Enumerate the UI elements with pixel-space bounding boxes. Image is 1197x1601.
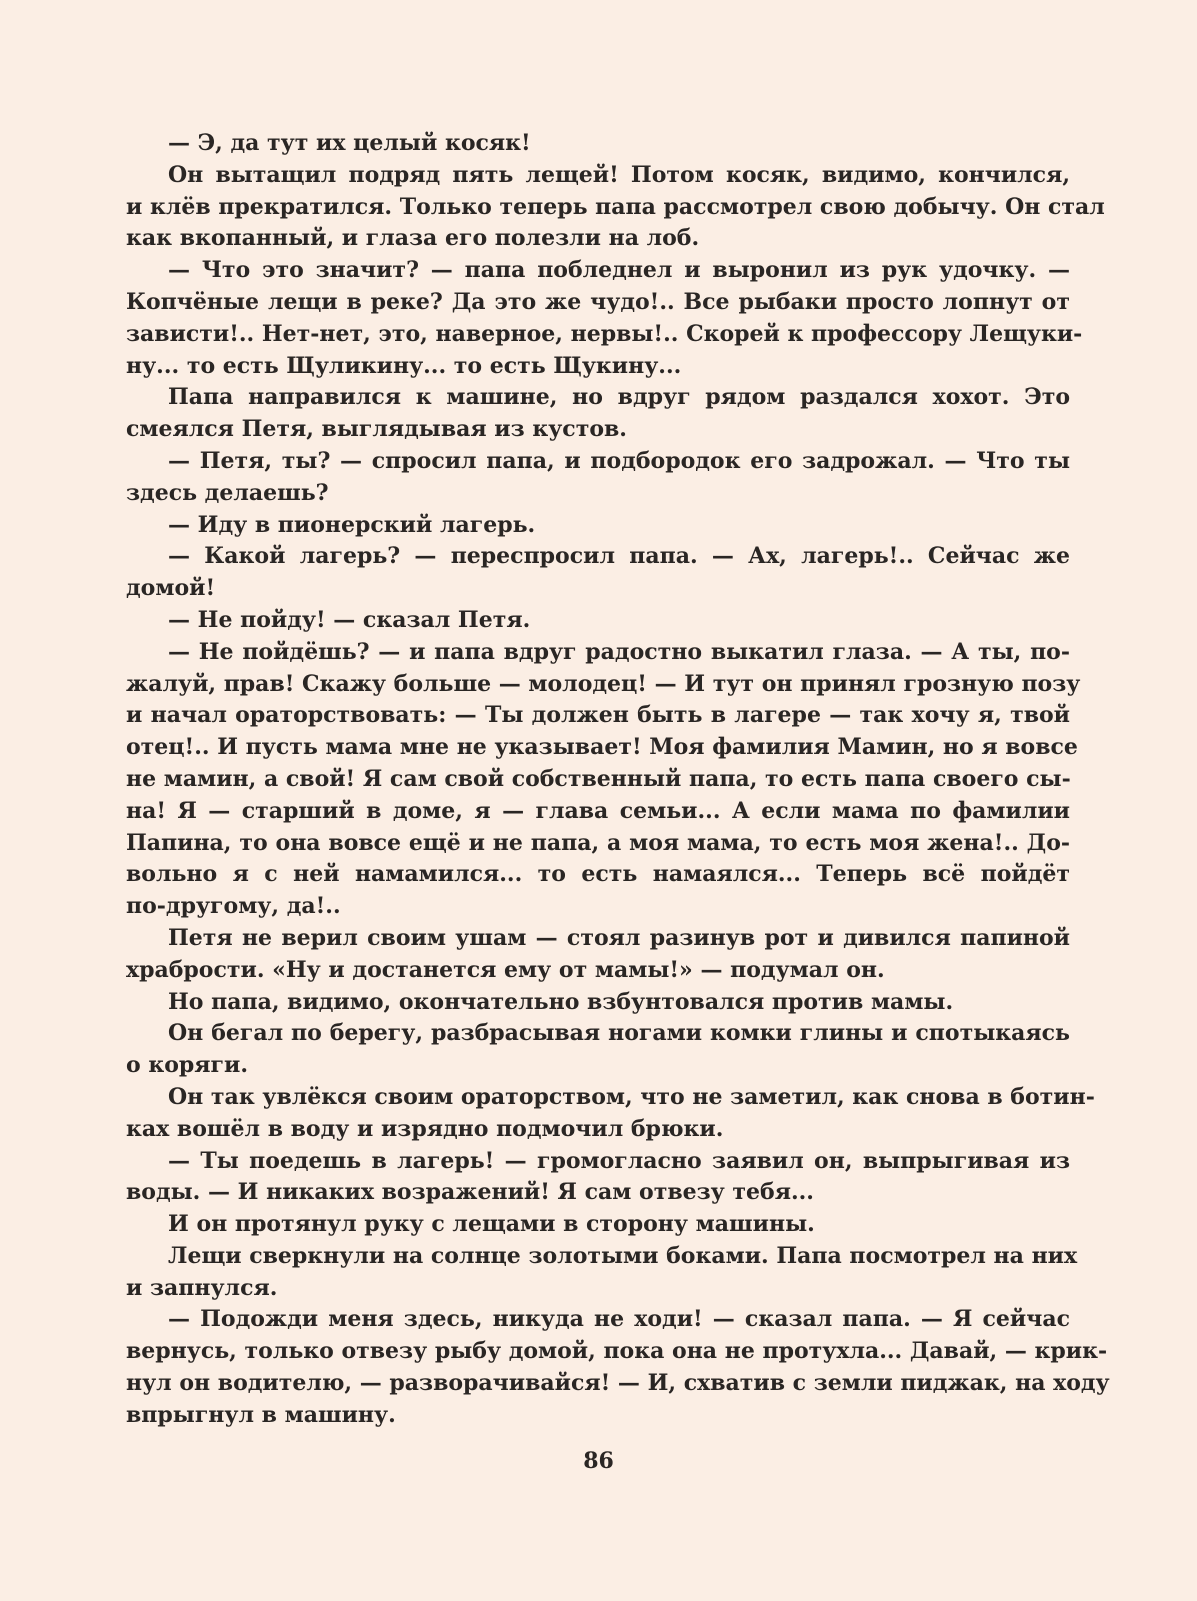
text-line: Папа направился к машине, но вдруг рядом раздался хохот. Это — [168, 384, 1070, 411]
paragraph — [126, 128, 1070, 160]
text-line: И он протянул руку с лещами в сторону машины. — [168, 1211, 815, 1238]
text-line: — Петя, ты? — спросил папа, и подбородок его задрожал. — Что ты — [168, 447, 1070, 474]
text-line: здесь делаешь? — [126, 479, 329, 506]
paragraph — [126, 987, 1070, 1019]
text-line: — Подожди меня здесь, никуда не ходи! — сказал папа. — Я сейчас — [168, 1306, 1070, 1333]
paragraph — [126, 160, 1105, 255]
paragraph — [126, 923, 1070, 987]
text-line: Он вытащил подряд пять лещей! Потом косяк, видимо, кончился, — [168, 161, 1070, 188]
paragraph — [126, 637, 1081, 923]
text-line: как вкопанный, и глаза его полезли на лоб. — [126, 225, 700, 252]
text-line: вернусь, только отвезу рыбу домой, пока она не протухла... Давай, — крик- — [126, 1338, 1108, 1365]
text-line: домой! — [126, 575, 216, 602]
text-line: — Какой лагерь? — переспросил папа. — Ах, лагерь!.. Сейчас же — [168, 543, 1070, 570]
paragraph — [126, 446, 1070, 510]
text-line: — Ты поедешь в лагерь! — громогласно заявил он, выпрыгивая из — [168, 1147, 1070, 1174]
body-text — [126, 128, 1110, 1432]
text-line: нул он водителю, — разворачивайся! — И, схватив с земли пиджак, на ходу — [126, 1370, 1110, 1397]
text-line: Но папа, видимо, окончательно взбунтовался против мамы. — [168, 988, 954, 1015]
text-line: по-другому, да!.. — [126, 893, 341, 920]
text-line: храбрости. «Ну и достанется ему от мамы!» — подумал он. — [126, 956, 885, 983]
paragraph — [126, 1146, 1070, 1210]
paragraph — [126, 1304, 1110, 1431]
text-line: зависти!.. Нет-нет, это, наверное, нервы!.. Скорей к профессору Лещуки- — [126, 320, 1083, 347]
paragraph — [126, 541, 1070, 605]
paragraph — [126, 1241, 1078, 1305]
text-line: Он так увлёкся своим ораторством, что не заметил, как снова в ботин- — [168, 1083, 1095, 1110]
text-line: и клёв прекратился. Только теперь папа рассмотрел свою добычу. Он стал — [126, 193, 1105, 220]
text-line: — Не пойду! — сказал Петя. — [168, 606, 531, 633]
text-line: ну... то есть Щуликину... то есть Щукину... — [126, 352, 682, 379]
text-line: на! Я — старший в доме, я — глава семьи... А если мама по фамилии — [126, 797, 1070, 824]
text-line: впрыгнул в машину. — [126, 1401, 396, 1428]
text-line: воды. — И никаких возражений! Я сам отвезу тебя... — [126, 1179, 814, 1206]
text-line: Он бегал по берегу, разбрасывая ногами комки глины и спотыкаясь — [168, 1020, 1070, 1047]
text-line: и запнулся. — [126, 1274, 278, 1301]
text-line: Копчёные лещи в реке? Да это же чудо!.. Все рыбаки просто лопнут от — [126, 288, 1070, 315]
text-line: отец!.. И пусть мама мне не указывает! Моя фамилия Мамин, но я вовсе — [126, 734, 1078, 761]
text-line: — Иду в пионерский лагерь. — [168, 511, 536, 538]
text-line: — Не пойдёшь? — и папа вдруг радостно выкатил глаза. — А ты, по- — [168, 638, 1070, 665]
paragraph — [126, 382, 1070, 446]
paragraph — [126, 1082, 1095, 1146]
text-line: Папина, то она вовсе ещё и не папа, а моя мама, то есть моя жена!.. До- — [126, 829, 1070, 856]
paragraph — [126, 1209, 1070, 1241]
text-line: вольно я с ней намамился... то есть намаялся... Теперь всё пойдёт — [126, 861, 1070, 888]
paragraph — [126, 255, 1083, 382]
paragraph — [126, 605, 1070, 637]
text-line: о коряги. — [126, 1052, 248, 1079]
page-number: 86 — [583, 1448, 614, 1474]
text-line: смеялся Петя, выглядывая из кустов. — [126, 416, 627, 443]
text-line: — Что это значит? — папа побледнел и выронил из рук удочку. — — [168, 257, 1070, 284]
text-line: Петя не верил своим ушам — стоял разинув рот и дивился папиной — [168, 924, 1070, 951]
text-line: ках вошёл в воду и изрядно подмочил брюки. — [126, 1115, 724, 1142]
text-line: и начал ораторствовать: — Ты должен быть в лагере — так хочу я, твой — [126, 702, 1070, 729]
paragraph — [126, 510, 1070, 542]
text-line: жалуй, прав! Скажу больше — молодец! — И тут он принял грозную позу — [126, 670, 1081, 697]
text-line: Лещи сверкнули на солнце золотыми боками. Папа посмотрел на них — [168, 1242, 1078, 1269]
text-line: не мамин, а свой! Я сам свой собственный папа, то есть папа своего сы- — [126, 765, 1071, 792]
paragraph — [126, 1018, 1070, 1082]
text-line: — Э, да тут их целый косяк! — [168, 130, 531, 156]
